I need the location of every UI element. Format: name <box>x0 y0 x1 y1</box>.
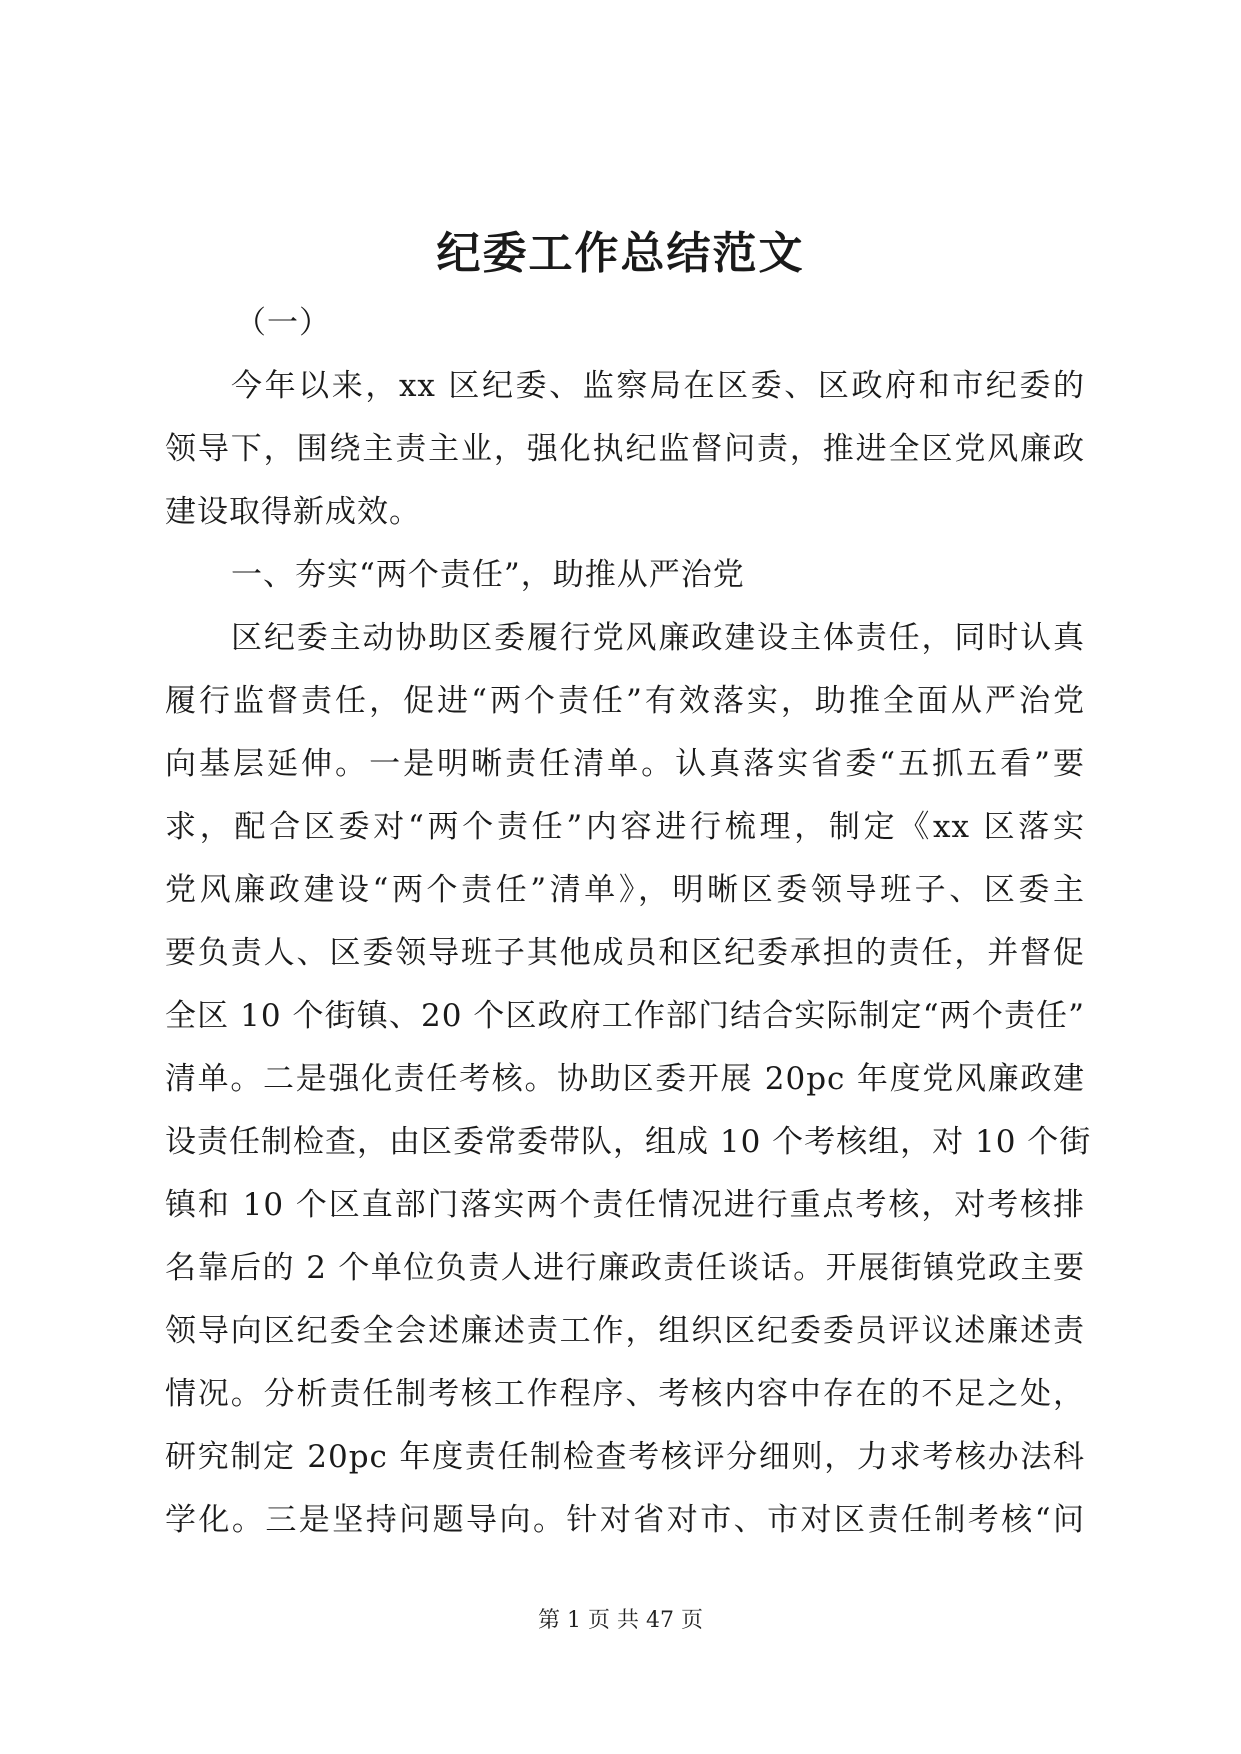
paragraph-line: 名靠后的 2 个单位负责人进行廉政责任谈话。开展街镇党政主要 <box>165 1250 1085 1286</box>
page-number-footer: 第 1 页 共 47 页 <box>538 1608 703 1633</box>
section-marker: （一） <box>235 305 331 341</box>
paragraph-line: 全区 10 个街镇、20 个区政府工作部门结合实际制定“两个责任” <box>165 998 1085 1034</box>
paragraph-line: 求，配合区委对“两个责任”内容进行梳理，制定《xx 区落实 <box>165 809 1085 845</box>
paragraph-line: 要负责人、区委领导班子其他成员和区纪委承担的责任，并督促 <box>165 935 1085 971</box>
paragraph-line: 履行监督责任，促进“两个责任”有效落实，助推全面从严治党 <box>165 683 1085 719</box>
paragraph-line: 设责任制检查，由区委常委带队，组成 10 个考核组，对 10 个街 <box>165 1124 1092 1160</box>
document-body <box>165 292 1092 1552</box>
paragraph-line: 向基层延伸。一是明晰责任清单。认真落实省委“五抓五看”要 <box>165 746 1085 782</box>
paragraph-line: 领导向区纪委全会述廉述责工作，组织区纪委委员评议述廉述责 <box>165 1313 1085 1349</box>
paragraph-line: 区纪委主动协助区委履行党风廉政建设主体责任，同时认真 <box>231 620 1085 656</box>
paragraph-line: 学化。三是坚持问题导向。针对省对市、市对区责任制考核“问 <box>165 1502 1085 1538</box>
paragraph-line: 领导下，围绕主责主业，强化执纪监督问责，推进全区党风廉政 <box>165 431 1085 467</box>
paragraph-line: 今年以来，xx 区纪委、监察局在区委、区政府和市纪委的 <box>231 368 1085 404</box>
paragraph-line: 建设取得新成效。 <box>165 494 421 530</box>
paragraph-line: 情况。分析责任制考核工作程序、考核内容中存在的不足之处， <box>165 1376 1085 1412</box>
section-heading: 一、夯实“两个责任”，助推从严治党 <box>231 557 745 593</box>
paragraph-line: 研究制定 20pc 年度责任制检查考核评分细则，力求考核办法科 <box>165 1439 1085 1475</box>
paragraph-line: 镇和 10 个区直部门落实两个责任情况进行重点考核，对考核排 <box>165 1187 1085 1223</box>
paragraph-line: 党风廉政建设“两个责任”清单》，明晰区委领导班子、区委主 <box>165 872 1085 908</box>
paragraph-line: 清单。二是强化责任考核。协助区委开展 20pc 年度党风廉政建 <box>165 1061 1085 1097</box>
document-title: 纪委工作总结范文 <box>436 228 805 279</box>
